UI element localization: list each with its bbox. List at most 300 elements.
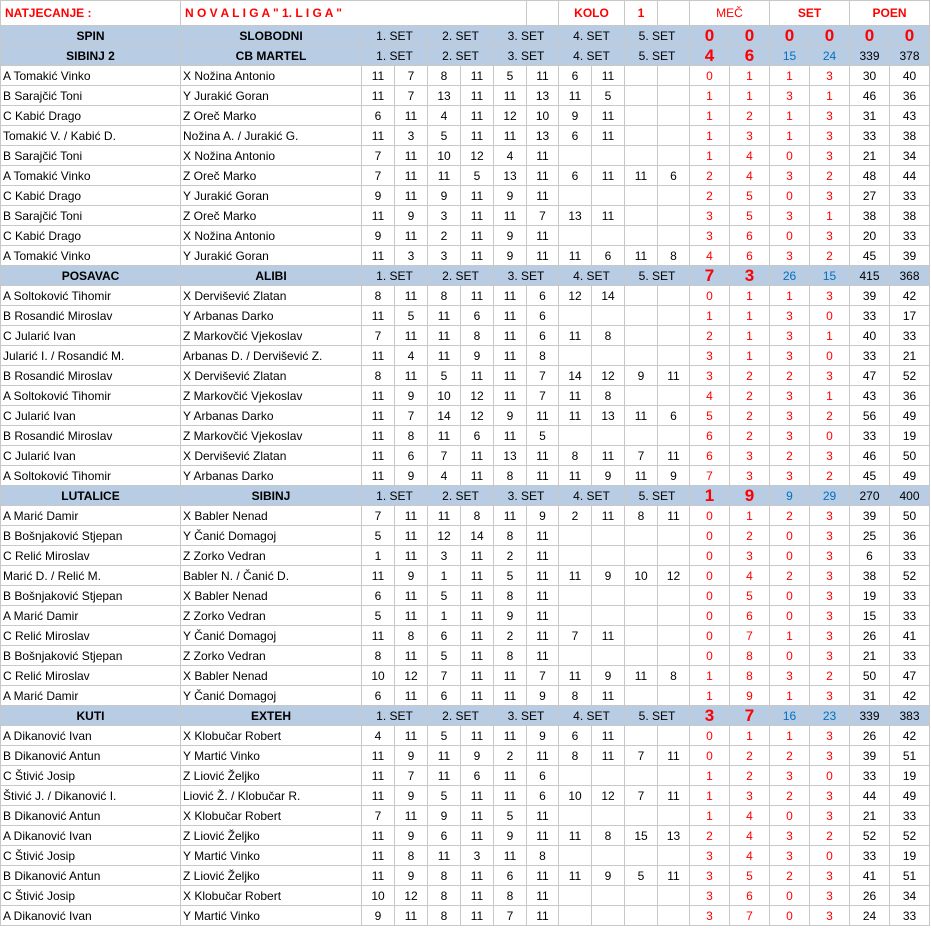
- set-score: 13: [658, 826, 690, 846]
- mec-home-total: 1: [690, 486, 730, 506]
- mec-home: 1: [690, 86, 730, 106]
- set-score: [658, 646, 690, 666]
- set-header: 4. SET: [559, 266, 625, 286]
- mec-away: 5: [730, 186, 770, 206]
- set-away-total: 15: [810, 266, 850, 286]
- player-home: B Bošnjaković Stjepan: [1, 526, 181, 546]
- set-away: 3: [810, 106, 850, 126]
- set-score: 11: [395, 186, 428, 206]
- kolo-value: 1: [625, 1, 658, 26]
- player-away: Y Martić Vinko: [181, 906, 362, 926]
- poen-away: 19: [890, 766, 930, 786]
- set-score: 9: [395, 746, 428, 766]
- set-header: 5. SET: [625, 46, 690, 66]
- set-score: 11: [527, 626, 559, 646]
- set-header: 4. SET: [559, 486, 625, 506]
- set-score: 13: [494, 166, 527, 186]
- set-score: 4: [428, 106, 461, 126]
- poen-home: 41: [850, 866, 890, 886]
- mec-away: 6: [730, 606, 770, 626]
- set-score: 6: [527, 786, 559, 806]
- set-score: 11: [395, 166, 428, 186]
- home-team: KUTI: [1, 706, 181, 726]
- mec-home: 3: [690, 226, 730, 246]
- set-home: 0: [770, 226, 810, 246]
- player-home: B Rosandić Miroslav: [1, 366, 181, 386]
- set-score: 8: [428, 866, 461, 886]
- set-score: 3: [395, 246, 428, 266]
- set-score: 2: [428, 226, 461, 246]
- game-row: [1, 726, 930, 746]
- player-home: A Dikanović Ivan: [1, 726, 181, 746]
- set-score: 8: [461, 326, 494, 346]
- game-row: [1, 786, 930, 806]
- set-score: 8: [428, 906, 461, 926]
- poen-away: 33: [890, 226, 930, 246]
- set-score: [658, 286, 690, 306]
- set-score: 7: [527, 386, 559, 406]
- set-score: 9: [362, 906, 395, 926]
- poen-home: 46: [850, 86, 890, 106]
- poen-home: 25: [850, 526, 890, 546]
- player-home: C Relić Miroslav: [1, 626, 181, 646]
- set-score: 11: [395, 326, 428, 346]
- player-home: A Tomakić Vinko: [1, 166, 181, 186]
- player-home: A Soltoković Tihomir: [1, 286, 181, 306]
- mec-home: 1: [690, 786, 730, 806]
- player-home: C Štivić Josip: [1, 766, 181, 786]
- set-score: 11: [494, 346, 527, 366]
- home-team: POSAVAC: [1, 266, 181, 286]
- player-away: Y Jurakić Goran: [181, 186, 362, 206]
- set-score: 11: [494, 506, 527, 526]
- set-score: 11: [625, 166, 658, 186]
- set-score: 13: [527, 126, 559, 146]
- set-home: 3: [770, 86, 810, 106]
- set-away: 3: [810, 366, 850, 386]
- mec-home: 2: [690, 826, 730, 846]
- mec-home: 0: [690, 66, 730, 86]
- set-score: 5: [428, 786, 461, 806]
- set-score: 11: [494, 306, 527, 326]
- mec-home: 0: [690, 526, 730, 546]
- set-score: 7: [395, 766, 428, 786]
- poen-home: 46: [850, 446, 890, 466]
- set-score: 7: [362, 506, 395, 526]
- set-score: 11: [362, 246, 395, 266]
- set-score: 11: [362, 746, 395, 766]
- set-score: 7: [362, 166, 395, 186]
- set-score: 11: [395, 646, 428, 666]
- set-score: 11: [461, 206, 494, 226]
- poen-home: 21: [850, 146, 890, 166]
- set-away: 3: [810, 66, 850, 86]
- game-row: [1, 426, 930, 446]
- poen-away: 51: [890, 746, 930, 766]
- set-score: 11: [395, 606, 428, 626]
- set-score: 11: [527, 566, 559, 586]
- mec-away: 5: [730, 586, 770, 606]
- set-away: 3: [810, 446, 850, 466]
- set-score: 11: [461, 86, 494, 106]
- set-score: 9: [428, 806, 461, 826]
- set-away: 3: [810, 806, 850, 826]
- game-row: [1, 566, 930, 586]
- set-score: 11: [362, 846, 395, 866]
- set-score: 11: [428, 846, 461, 866]
- set-score: 1: [362, 546, 395, 566]
- set-score: 6: [362, 106, 395, 126]
- set-header: 5. SET: [625, 486, 690, 506]
- mec-label: MEČ: [690, 1, 770, 26]
- mec-away: 6: [730, 246, 770, 266]
- player-away: Arbanas D. / Dervišević Z.: [181, 346, 362, 366]
- set-score: 2: [494, 626, 527, 646]
- mec-away: 4: [730, 146, 770, 166]
- mec-away: 3: [730, 466, 770, 486]
- mec-away: 0: [730, 26, 770, 46]
- top-away-team: SLOBODNI: [181, 26, 362, 46]
- set-score: 9: [395, 866, 428, 886]
- set-score: 6: [559, 166, 592, 186]
- set-away: 3: [810, 566, 850, 586]
- player-home: C Štivić Josip: [1, 886, 181, 906]
- set-score: [592, 906, 625, 926]
- set-score: [658, 226, 690, 246]
- mec-home: 3: [690, 346, 730, 366]
- set-away: 0: [810, 766, 850, 786]
- set-score: 8: [559, 446, 592, 466]
- set-score: 11: [658, 366, 690, 386]
- set-score: 9: [494, 186, 527, 206]
- player-away: X Nožina Antonio: [181, 146, 362, 166]
- set-score: 11: [395, 146, 428, 166]
- set-score: 11: [494, 326, 527, 346]
- mec-home: 3: [690, 886, 730, 906]
- poen-away: 33: [890, 326, 930, 346]
- set-score: 11: [559, 866, 592, 886]
- mec-home: 1: [690, 806, 730, 826]
- mec-away: 3: [730, 126, 770, 146]
- set-score: [559, 346, 592, 366]
- set-score: 11: [592, 166, 625, 186]
- player-away: Y Arbanas Darko: [181, 306, 362, 326]
- game-row: [1, 886, 930, 906]
- set-score: 6: [559, 126, 592, 146]
- player-away: Liović Ž. / Klobučar R.: [181, 786, 362, 806]
- set-score: 11: [494, 666, 527, 686]
- mec-away: 7: [730, 906, 770, 926]
- set-score: 11: [527, 586, 559, 606]
- set-home: 0: [770, 886, 810, 906]
- set-score: 11: [395, 546, 428, 566]
- poen-home: 38: [850, 206, 890, 226]
- set-score: [592, 586, 625, 606]
- set-header: 1. SET: [362, 266, 428, 286]
- home-team: SIBINJ 2: [1, 46, 181, 66]
- mec-home: 4: [690, 386, 730, 406]
- set-away: 3: [810, 866, 850, 886]
- set-score: 7: [527, 666, 559, 686]
- set-score: 11: [592, 126, 625, 146]
- mec-away: 1: [730, 66, 770, 86]
- set-score: [658, 426, 690, 446]
- set-score: 11: [494, 386, 527, 406]
- set-score: 11: [395, 286, 428, 306]
- set-score: 11: [559, 86, 592, 106]
- set-score: 5: [428, 126, 461, 146]
- set-home: 1: [770, 686, 810, 706]
- set-score: 8: [395, 846, 428, 866]
- set-score: 4: [494, 146, 527, 166]
- set-score: 6: [461, 306, 494, 326]
- set-score: [559, 646, 592, 666]
- set-score: 11: [362, 766, 395, 786]
- player-away: Z Zorko Vedran: [181, 546, 362, 566]
- set-home: 3: [770, 826, 810, 846]
- set-home: 3: [770, 166, 810, 186]
- set-away: 3: [810, 886, 850, 906]
- set-header: 5. SET: [625, 706, 690, 726]
- set-home: 2: [770, 786, 810, 806]
- set-score: 6: [428, 826, 461, 846]
- set-home: 3: [770, 246, 810, 266]
- set-score: 1: [428, 566, 461, 586]
- set-score: 8: [362, 286, 395, 306]
- set-score: 11: [658, 446, 690, 466]
- poen-home: 6: [850, 546, 890, 566]
- set-score: 11: [461, 646, 494, 666]
- mec-home: 2: [690, 186, 730, 206]
- set-away: 3: [810, 146, 850, 166]
- mec-away: 4: [730, 566, 770, 586]
- set-home: 2: [770, 566, 810, 586]
- poen-home: 44: [850, 786, 890, 806]
- set-score: 6: [461, 766, 494, 786]
- set-score: 11: [494, 286, 527, 306]
- set-score: 11: [527, 226, 559, 246]
- player-away: Y Martić Vinko: [181, 846, 362, 866]
- set-score: 12: [461, 406, 494, 426]
- mec-home: 3: [690, 906, 730, 926]
- set-away: 1: [810, 86, 850, 106]
- league-name: N O V A L I G A " 1. L I G A ": [181, 1, 527, 26]
- set-away: 2: [810, 466, 850, 486]
- mec-away: 3: [730, 786, 770, 806]
- set-score: [625, 626, 658, 646]
- mec-home: 0: [690, 626, 730, 646]
- game-row: [1, 206, 930, 226]
- set-score: 10: [625, 566, 658, 586]
- game-row: [1, 526, 930, 546]
- mec-away: 1: [730, 346, 770, 366]
- set-score: [592, 426, 625, 446]
- set-score: 11: [527, 646, 559, 666]
- set-score: 11: [658, 506, 690, 526]
- set-home: 0: [770, 526, 810, 546]
- player-home: A Tomakić Vinko: [1, 66, 181, 86]
- set-header: 4. SET: [559, 46, 625, 66]
- player-home: B Rosandić Miroslav: [1, 306, 181, 326]
- mec-home: 1: [690, 126, 730, 146]
- set-score: 3: [461, 846, 494, 866]
- set-score: 11: [395, 106, 428, 126]
- player-away: X Klobučar Robert: [181, 726, 362, 746]
- set-score: 11: [461, 466, 494, 486]
- mec-away: 1: [730, 326, 770, 346]
- player-away: Z Markovčić Vjekoslav: [181, 386, 362, 406]
- set-score: 11: [461, 606, 494, 626]
- set-home: 3: [770, 466, 810, 486]
- player-away: X Babler Nenad: [181, 506, 362, 526]
- mec-away: 8: [730, 646, 770, 666]
- set-score: 3: [428, 246, 461, 266]
- set-score: [625, 66, 658, 86]
- mec-home: 3: [690, 206, 730, 226]
- set-score: [625, 686, 658, 706]
- away-team: SIBINJ: [181, 486, 362, 506]
- set-score: [658, 386, 690, 406]
- mec-away: 4: [730, 806, 770, 826]
- set-score: 7: [395, 406, 428, 426]
- set-score: 5: [494, 566, 527, 586]
- set-score: [559, 306, 592, 326]
- set-score: 11: [461, 546, 494, 566]
- set-score: [658, 686, 690, 706]
- set-away: 3: [810, 186, 850, 206]
- mec-away: 1: [730, 286, 770, 306]
- set-home: 3: [770, 426, 810, 446]
- set-score: [559, 526, 592, 546]
- poen-home: 20: [850, 226, 890, 246]
- set-header: 5. SET: [625, 266, 690, 286]
- poen-away: 19: [890, 846, 930, 866]
- set-score: 11: [559, 566, 592, 586]
- set-score: [625, 126, 658, 146]
- poen-away: 42: [890, 686, 930, 706]
- set-score: 6: [658, 166, 690, 186]
- set-home: 2: [770, 746, 810, 766]
- set-score: 9: [494, 406, 527, 426]
- mec-home: 0: [690, 726, 730, 746]
- set-score: 6: [428, 686, 461, 706]
- set-score: 2: [559, 506, 592, 526]
- set-score: 12: [461, 146, 494, 166]
- set-score: [559, 886, 592, 906]
- set-score: 6: [527, 286, 559, 306]
- set-score: 11: [592, 206, 625, 226]
- set-score: 11: [559, 386, 592, 406]
- poen-home: 31: [850, 106, 890, 126]
- set-score: 9: [362, 226, 395, 246]
- set-home: 1: [770, 106, 810, 126]
- poen-home: 43: [850, 386, 890, 406]
- set-score: 11: [527, 606, 559, 626]
- set-away-total: 23: [810, 706, 850, 726]
- mec-home: 0: [690, 586, 730, 606]
- player-away: X Dervišević Zlatan: [181, 286, 362, 306]
- set-away: 1: [810, 326, 850, 346]
- set-score: 11: [461, 226, 494, 246]
- player-away: Z Liović Željko: [181, 766, 362, 786]
- set-score: [625, 86, 658, 106]
- mec-home: 4: [690, 246, 730, 266]
- set-score: [592, 346, 625, 366]
- set-score: 9: [461, 346, 494, 366]
- set-score: 8: [428, 66, 461, 86]
- set-score: 11: [658, 746, 690, 766]
- poen-away: 34: [890, 146, 930, 166]
- player-home: C Kabić Drago: [1, 106, 181, 126]
- game-row: [1, 806, 930, 826]
- player-away: Y Jurakić Goran: [181, 246, 362, 266]
- player-away: Y Martić Vinko: [181, 746, 362, 766]
- set-score: 5: [362, 606, 395, 626]
- set-score: 11: [461, 66, 494, 86]
- set-score: 8: [658, 246, 690, 266]
- set-score: 6: [461, 426, 494, 446]
- set-score: 6: [527, 326, 559, 346]
- set-score: [625, 146, 658, 166]
- game-row: [1, 506, 930, 526]
- set-score: 12: [395, 666, 428, 686]
- set-score: 6: [362, 686, 395, 706]
- set-score: 11: [592, 106, 625, 126]
- set-score: 8: [494, 886, 527, 906]
- set-away-total: 29: [810, 486, 850, 506]
- set-score: [592, 146, 625, 166]
- away-team: EXTEH: [181, 706, 362, 726]
- set-score: [658, 106, 690, 126]
- poen-home: 21: [850, 806, 890, 826]
- set-score: 11: [527, 446, 559, 466]
- mec-home: 0: [690, 26, 730, 46]
- set-score: 6: [527, 766, 559, 786]
- poen-home-total: 339: [850, 46, 890, 66]
- player-home: Štivić J. / Dikanović I.: [1, 786, 181, 806]
- mec-home: 1: [690, 666, 730, 686]
- mec-away: 3: [730, 546, 770, 566]
- mec-away: 4: [730, 826, 770, 846]
- set-score: 7: [527, 366, 559, 386]
- set-header: 4. SET: [559, 26, 625, 46]
- mec-away: 7: [730, 626, 770, 646]
- poen-away: 0: [890, 26, 930, 46]
- poen-away: 34: [890, 886, 930, 906]
- player-home: B Bošnjaković Stjepan: [1, 646, 181, 666]
- top-match-row: [1, 26, 930, 46]
- set-score: 11: [461, 126, 494, 146]
- set-score: 9: [592, 466, 625, 486]
- set-score: [592, 186, 625, 206]
- set-score: [592, 646, 625, 666]
- mec-home: 0: [690, 546, 730, 566]
- set-score: 8: [592, 386, 625, 406]
- set-score: 6: [494, 866, 527, 886]
- mec-home-total: 4: [690, 46, 730, 66]
- game-row: [1, 286, 930, 306]
- set-header: 2. SET: [428, 266, 494, 286]
- set-score: [658, 66, 690, 86]
- mec-away: 2: [730, 426, 770, 446]
- set-score: [658, 806, 690, 826]
- set-score: 3: [428, 546, 461, 566]
- game-row: [1, 166, 930, 186]
- set-score: 5: [428, 726, 461, 746]
- set-score: 7: [428, 446, 461, 466]
- mec-home: 1: [690, 106, 730, 126]
- set-score: 11: [461, 186, 494, 206]
